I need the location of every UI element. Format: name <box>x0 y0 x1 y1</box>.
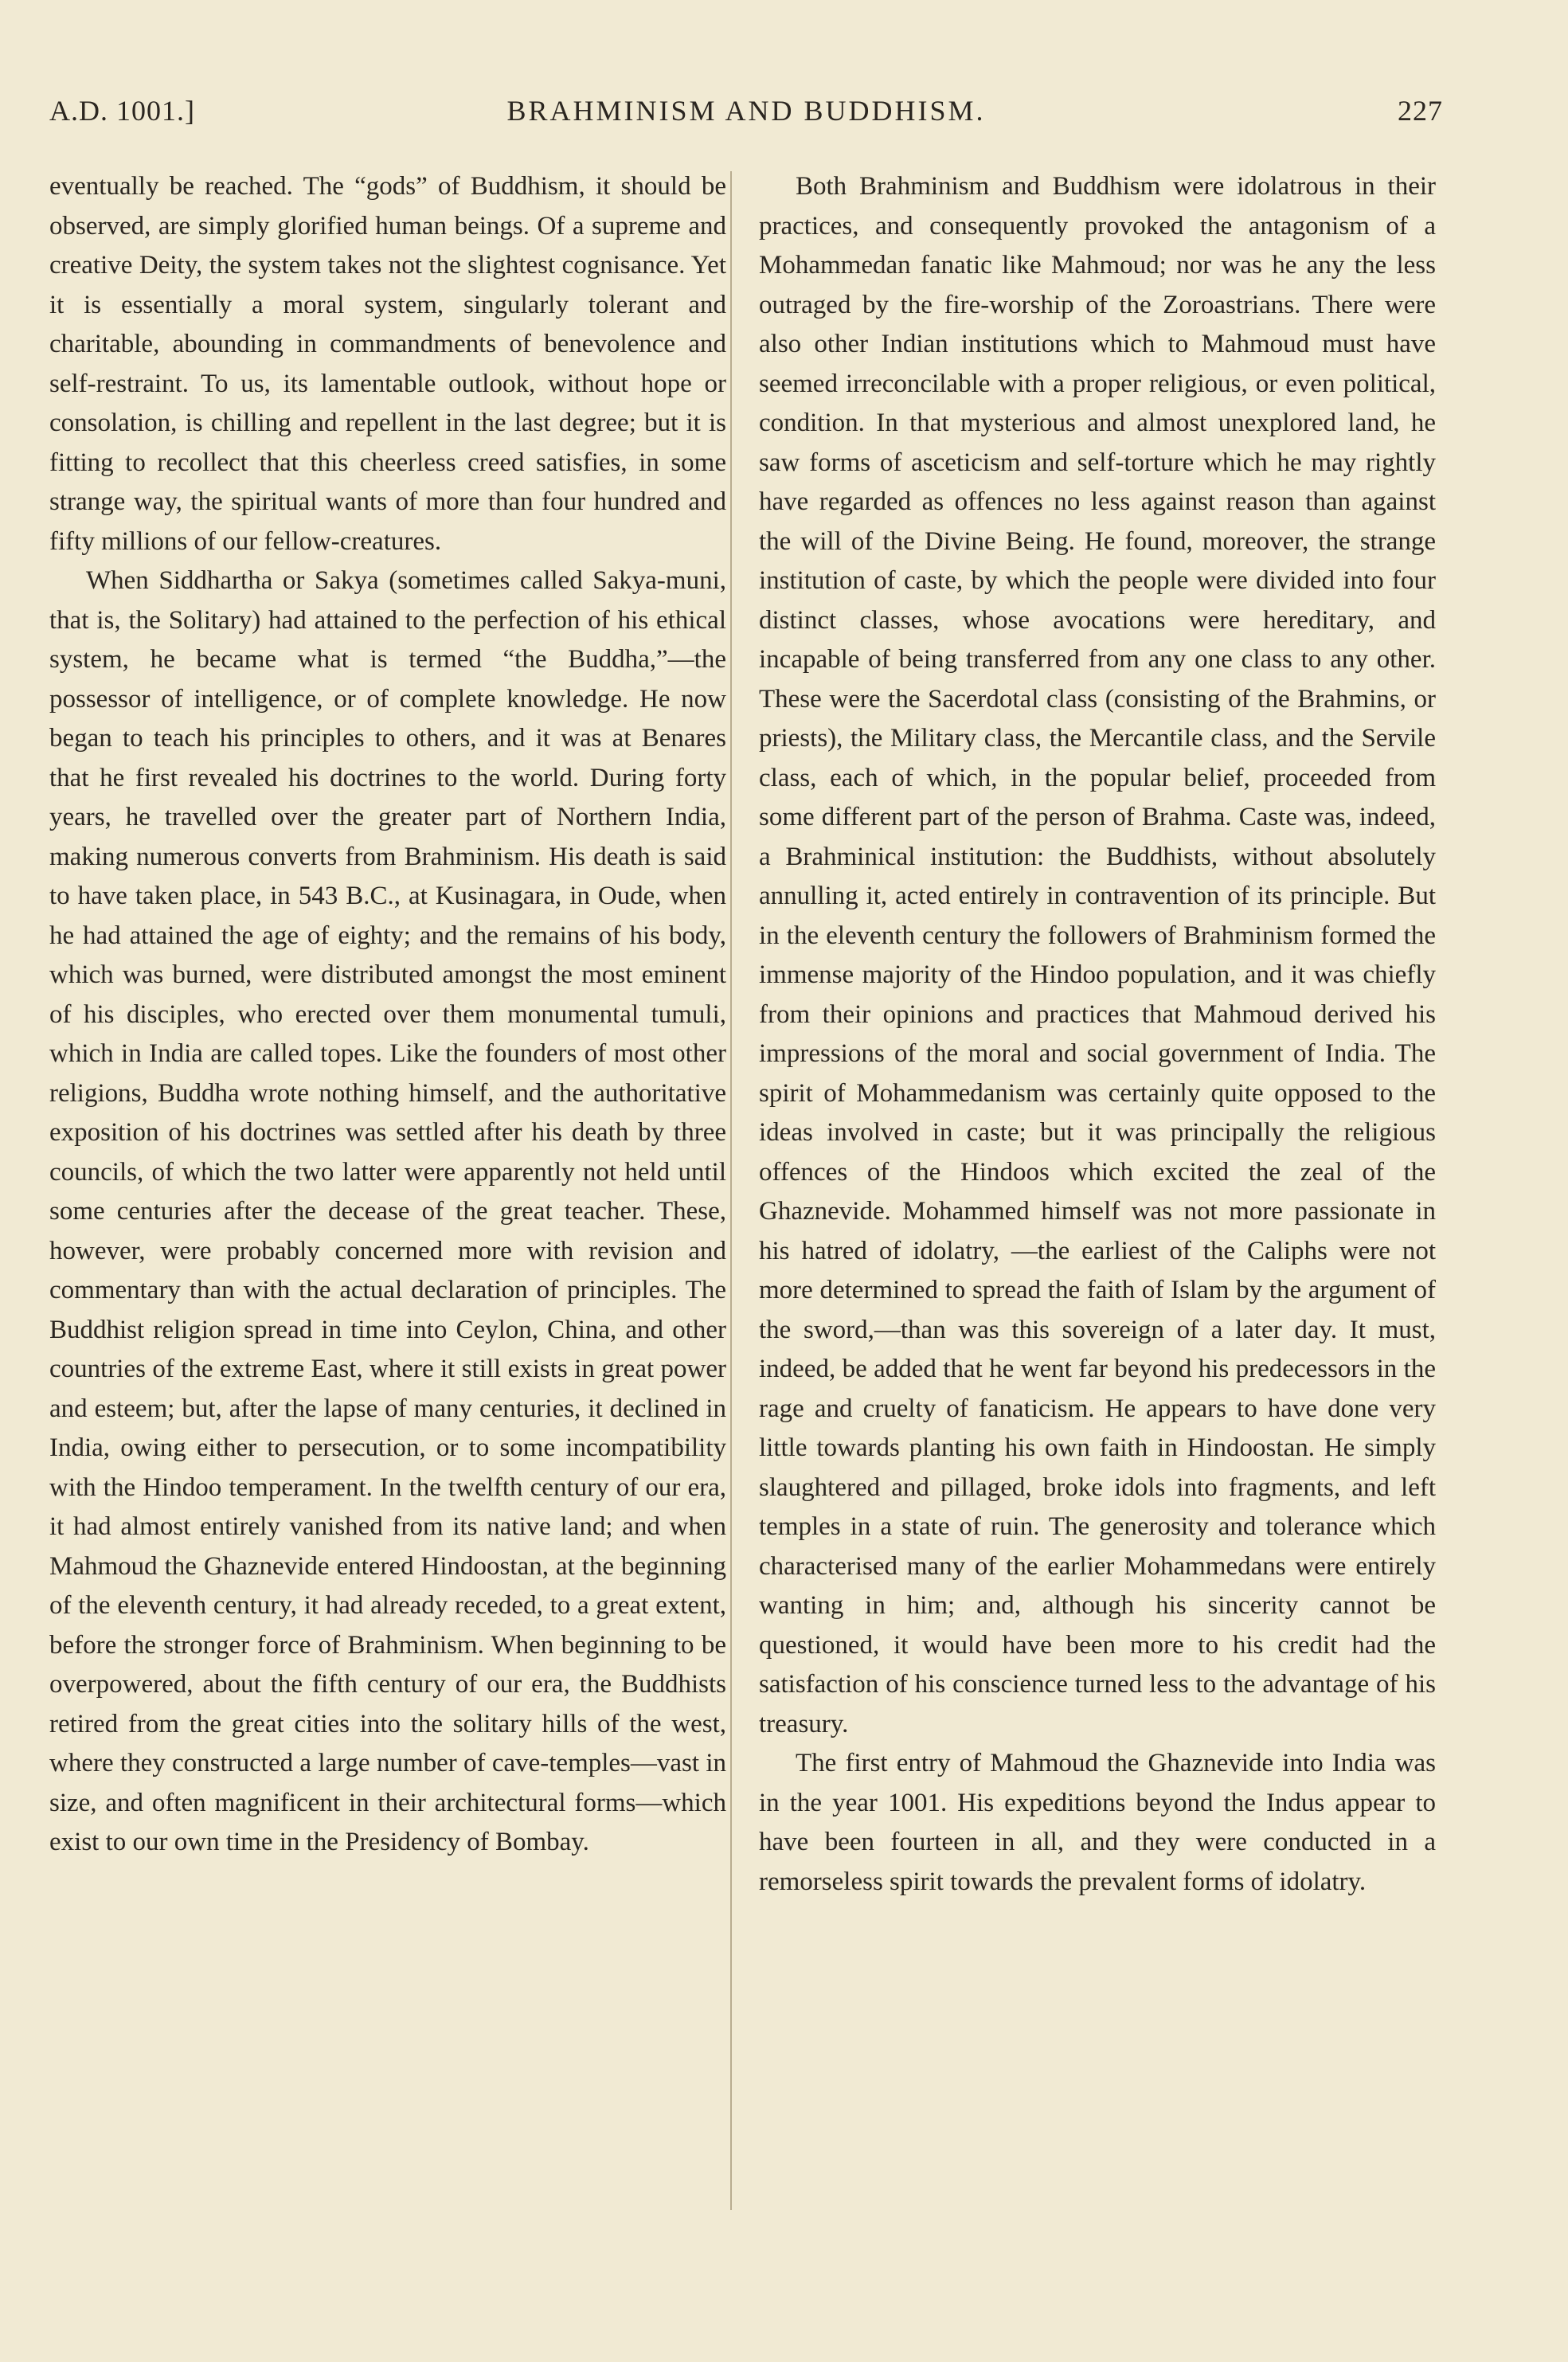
paragraph: eventually be reached. The “gods” of Buddhism, it should be observed, are simply glorified human beings. Of a supreme and creative Deity, the system takes not the slightest cognisance. Yet it is essentially a moral system, singularly tolerant and charitable, abounding in commandments of benevolence and self-restraint. To us, its lamentable outlook, without hope or consolation, is chilling and repellent in the last degree; but it is fitting to recollect that this cheerless creed satisfies, in some strange way, the spiritual wants of more than four hundred and fifty millions of our fellow-creatures. <box>49 172 726 556</box>
left-column <box>49 167 726 1863</box>
column-divider <box>730 171 732 2210</box>
page-title: BRAHMINISM AND BUDDHISM. <box>506 95 986 127</box>
paragraph: Both Brahminism and Buddhism were idolatrous in their practices, and consequently provoked the antagonism of a Mohammedan fanatic like Mahmoud; nor was he any the less outraged by the fire-worship of the Zoroastrians. There were also other Indian institutions which to Mahmoud must have seemed irreconcilable with a proper religious, or even political, condition. In that mysterious and almost unexplored land, he saw forms of asceticism and self-torture which he may rightly have regarded as offences no less against reason than against the will of the Divine Being. He found, moreover, the strange institution of caste, by which the people were divided into four distinct classes, whose avocations were hereditary, and incapable of being transferred from any one class to any other. These were the Sacerdotal class (consisting of the Brahmins, or priests), the Military class, the Mercantile class, and the Servile class, each of which, in the popular belief, proceeded from some different part of the person of Brahma. Caste was, indeed, a Brahminical institution: the Buddhists, without absolutely annulling it, acted entirely in contravention of its principle. But in the eleventh century the followers of Brahminism formed the immense majority of the Hindoo population, and it was chiefly from their opinions and practices that Mahmoud derived his impressions of the moral and social government of India. The spirit of Mohammedanism was certainly quite opposed to the ideas involved in caste; but it was principally the religious offences of the Hindoos which excited the zeal of the Ghaznevide. Mohammed himself was not more passionate in his hatred of idolatry, —the earliest of the Caliphs were not more determined to spread the faith of Islam by the argument of the sword,—than was this sovereign of a later day. It must, indeed, be added that he went far beyond his predecessors in the rage and cruelty of fanaticism. He appears to have done very little towards planting his own faith in Hindoostan. He simply slaughtered and pillaged, broke idols into fragments, and left temples in a state of ruin. The generosity and tolerance which characterised many of the earlier Mohammedans were entirely wanting in him; and, although his sincerity cannot be questioned, it would have been more to his credit had the satisfaction of his conscience turned less to the advantage of his treasury. <box>759 172 1436 1738</box>
paragraph: The first entry of Mahmoud the Ghaznevide into India was in the year 1001. His expeditions beyond the Indus appear to have been fourteen in all, and they were conducted in a remorseless spirit towards the prevalent forms of idolatry. <box>759 1749 1436 1896</box>
right-column <box>759 167 1436 1902</box>
paragraph: When Siddhartha or Sakya (sometimes called Sakya-muni, that is, the Solitary) had attained to the perfection of his ethical system, he became what is termed “the Buddha,”—the possessor of intelligence, or of complete knowledge. He now began to teach his principles to others, and it was at Benares that he first revealed his doctrines to the world. During forty years, he travelled over the greater part of Northern India, making numerous converts from Brahminism. His death is said to have taken place, in 543 B.C., at Kusinagara, in Oude, when he had attained the age of eighty; and the remains of his body, which was burned, were distributed amongst the most eminent of his disciples, who erected over them monumental tumuli, which in India are called topes. Like the founders of most other religions, Buddha wrote nothing himself, and the authoritative exposition of his doctrines was settled after his death by three councils, of which the two latter were apparently not held until some centuries after the decease of the great teacher. These, however, were probably concerned more with revision and commentary than with the actual declaration of principles. The Buddhist religion spread in time into Ceylon, China, and other countries of the extreme East, where it still exists in great power and esteem; but, after the lapse of many centuries, it declined in India, owing either to persecution, or to some incompatibility with the Hindoo temperament. In the twelfth century of our era, it had almost entirely vanished from its native land; and when Mahmoud the Ghaznevide entered Hindoostan, at the beginning of the eleventh century, it had already receded, to a great extent, before the stronger force of Brahminism. When beginning to be overpowered, about the fifth century of our era, the Buddhists retired from the great cities into the solitary hills of the west, where they constructed a large number of cave-temples—vast in size, and often magnificent in their architectural forms—which exist to our own time in the Presidency of Bombay. <box>49 566 726 1856</box>
page-number: 227 <box>1398 95 1443 127</box>
header-date: A.D. 1001.] <box>49 95 195 127</box>
running-header <box>49 94 1443 134</box>
